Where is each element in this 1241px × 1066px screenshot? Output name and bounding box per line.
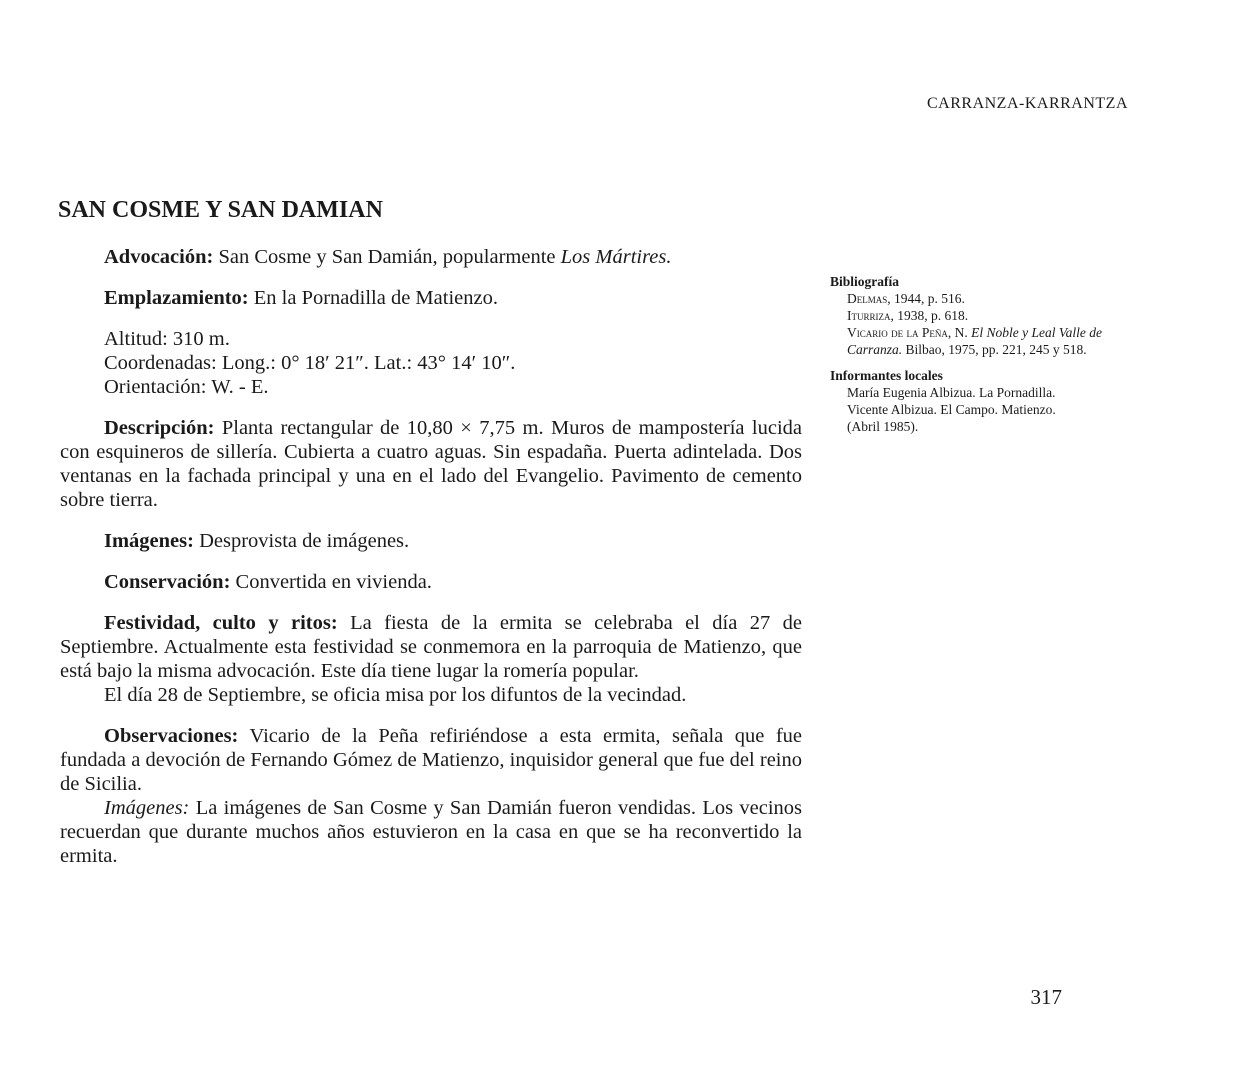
emplazamiento-paragraph (60, 286, 802, 310)
bibliography-entry (830, 290, 1130, 307)
bibliography-details: , 1944, p. 516. (887, 291, 965, 306)
bibliografia-heading: Bibliografía (830, 274, 900, 289)
running-head: CARRANZA-KARRANTZA (927, 95, 1128, 112)
informant-entry: Vicente Albizua. El Campo. Matienzo. (847, 402, 1056, 417)
observaciones-text: Vicario de la Peña refiriéndose a esta ermita, señala que fue fundada a devoción de Fernando Gómez de Matienzo, inquisidor general que fue del reino de Sicilia. (60, 725, 802, 795)
conservacion-label: Conservación: (104, 571, 231, 593)
observaciones-text-2: La imágenes de San Cosme y San Damián fueron vendidas. Los vecinos recuerdan que durante muchos años estuvieron en la casa en que se ha reconvertido la ermita. (60, 797, 803, 867)
imagenes-paragraph (60, 529, 802, 553)
festividad-paragraph (60, 611, 802, 683)
altitud-line: Altitud: 310 m. (104, 328, 230, 350)
informantes-heading: Informantes locales (830, 368, 943, 383)
bibliography-details: Bilbao, 1975, pp. 221, 245 y 518. (902, 342, 1087, 357)
advocacion-text: San Cosme y San Damián, popularmente (218, 246, 556, 268)
bibliography-book-title: El Noble y Leal Valle de Carranza. (847, 325, 1102, 357)
bibliography-author: Delmas (847, 291, 888, 306)
informant-date: (Abril 1985). (847, 419, 919, 434)
sidebar-notes (830, 273, 1130, 435)
article-title: SAN COSME Y SAN DAMIAN (58, 197, 383, 223)
advocacion-italic: Los Mártires. (560, 246, 672, 268)
observaciones-paragraph (60, 724, 802, 796)
imagenes-text: Desprovista de imágenes. (199, 530, 410, 552)
orientacion-line: Orientación: W. - E. (104, 376, 269, 398)
descripcion-text: Planta rectangular de 10,80 × 7,75 m. Muros de mampostería lucida con esquineros de sillería. Cubierta a cuatro aguas. Sin espadaña. Puerta adintelada. Dos ventanas en la fachada principal y una en el lado del Evangelio. Pavimento de cemento sobre tierra. (60, 417, 802, 511)
page-number: 317 (1030, 985, 1062, 1009)
festividad-paragraph-2: El día 28 de Septiembre, se oficia misa por los difuntos de la vecindad. (104, 684, 687, 706)
bibliography-entry (830, 324, 1130, 358)
bibliography-author: Iturriza (847, 308, 891, 323)
descripcion-paragraph (60, 416, 802, 512)
observaciones-paragraph-2 (60, 796, 802, 868)
observaciones-label: Observaciones: (104, 725, 239, 747)
descripcion-label: Descripción: (104, 417, 215, 439)
emplazamiento-label: Emplazamiento: (104, 287, 249, 309)
festividad-label: Festividad, culto y ritos: (104, 612, 338, 634)
article-body (60, 245, 802, 868)
emplazamiento-text: En la Pornadilla de Matienzo. (253, 287, 498, 309)
conservacion-text: Convertida en vivienda. (235, 571, 432, 593)
festividad-text: La fiesta de la ermita se celebraba el día 27 de Septiembre. Actualmente esta festividad se conmemora en la parroquia de Matienzo, que está bajo la misma advocación. Este día tiene lugar la romería popular. (60, 612, 802, 682)
bibliography-entry (830, 307, 1130, 324)
conservacion-paragraph (60, 570, 802, 594)
bibliography-author: Vicario de la Peña (847, 325, 948, 340)
advocacion-label: Advocación: (104, 246, 214, 268)
bibliography-details: , 1938, p. 618. (890, 308, 969, 323)
coordenadas-line: Coordenadas: Long.: 0° 18′ 21″. Lat.: 43° 14′ 10″. (104, 352, 516, 374)
informant-entry: María Eugenia Albizua. La Pornadilla. (847, 385, 1056, 400)
bibliography-initial: , N. (947, 325, 972, 340)
imagenes-label: Imágenes: (104, 530, 194, 552)
advocacion-paragraph (60, 245, 802, 269)
observaciones-italic-label: Imágenes: (104, 797, 190, 819)
